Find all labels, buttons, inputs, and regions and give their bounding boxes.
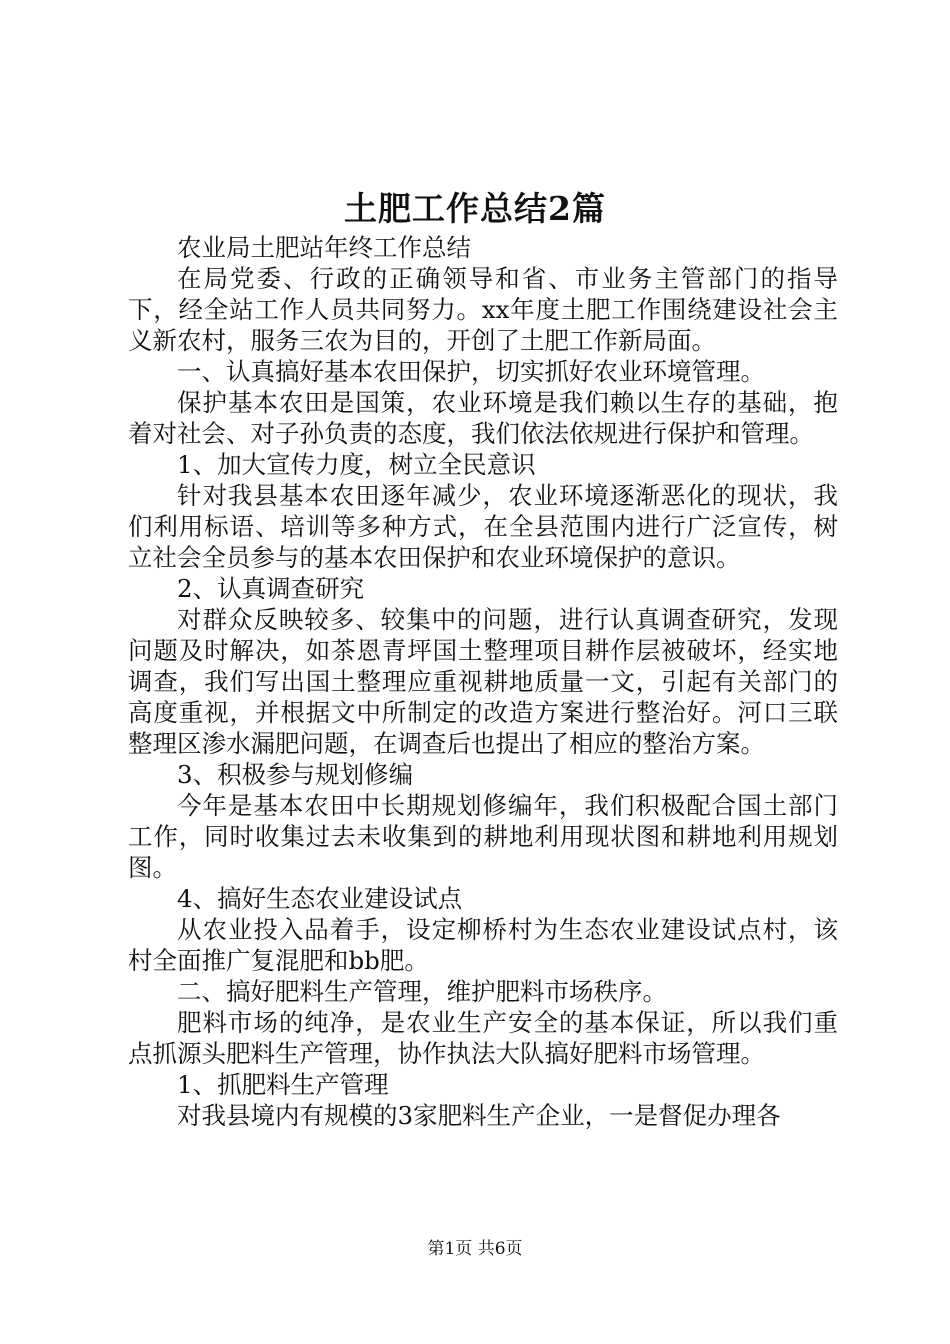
subsection-heading: 2、认真调查研究 bbox=[177, 574, 365, 603]
paragraph: 对群众反映较多、较集中的问题，进行认真调查研究，发现问题及时解决，如茶恩青坪国土整理项目耕作层被破坏，经实地调查，我们写出国土整理应重视耕地质量一文，引起有关部门的高度重视，并根据文中所制定的改造方案进行整治好。河口三联整理区渗水漏肥问题，在调查后也提出了相应的整治方案。 bbox=[128, 605, 838, 758]
section-heading: 二、搞好肥料生产管理，维护肥料市场秩序。 bbox=[177, 977, 667, 1006]
subsection-heading: 1、抓肥料生产管理 bbox=[177, 1070, 389, 1099]
paragraph: 今年是基本农田中长期规划修编年，我们积极配合国土部门工作，同时收集过去未收集到的耕地利用现状图和耕地利用规划图。 bbox=[128, 791, 838, 882]
page-number-footer: 第1页 共6页 bbox=[427, 1239, 523, 1259]
section-heading: 一、认真搞好基本农田保护，切实抓好农业环境管理。 bbox=[177, 357, 765, 386]
paragraph: 保护基本农田是国策，农业环境是我们赖以生存的基础，抱着对社会、对子孙负责的态度，我们依法依规进行保护和管理。 bbox=[128, 388, 838, 448]
paragraph: 在局党委、行政的正确领导和省、市业务主管部门的指导下，经全站工作人员共同努力。xx年度土肥工作围绕建设社会主义新农村，服务三农为目的，开创了土肥工作新局面。 bbox=[128, 264, 838, 355]
document-body bbox=[128, 232, 838, 1131]
subsection-heading: 3、积极参与规划修编 bbox=[177, 760, 414, 789]
paragraph: 农业局土肥站年终工作总结 bbox=[177, 233, 471, 262]
paragraph: 针对我县基本农田逐年减少，农业环境逐渐恶化的现状，我们利用标语、培训等多种方式，在全县范围内进行广泛宣传，树立社会全员参与的基本农田保护和农业环境保护的意识。 bbox=[128, 481, 838, 572]
subsection-heading: 4、搞好生态农业建设试点 bbox=[177, 884, 463, 913]
document-title: 土肥工作总结2篇 bbox=[344, 189, 606, 228]
subsection-heading: 1、加大宣传力度，树立全民意识 bbox=[177, 450, 536, 479]
paragraph: 肥料市场的纯净，是农业生产安全的基本保证，所以我们重点抓源头肥料生产管理，协作执法大队搞好肥料市场管理。 bbox=[128, 1008, 838, 1068]
paragraph: 对我县境内有规模的3家肥料生产企业，一是督促办理各 bbox=[177, 1101, 781, 1130]
paragraph: 从农业投入品着手，设定柳桥村为生态农业建设试点村，该村全面推广复混肥和bb肥。 bbox=[128, 915, 838, 975]
